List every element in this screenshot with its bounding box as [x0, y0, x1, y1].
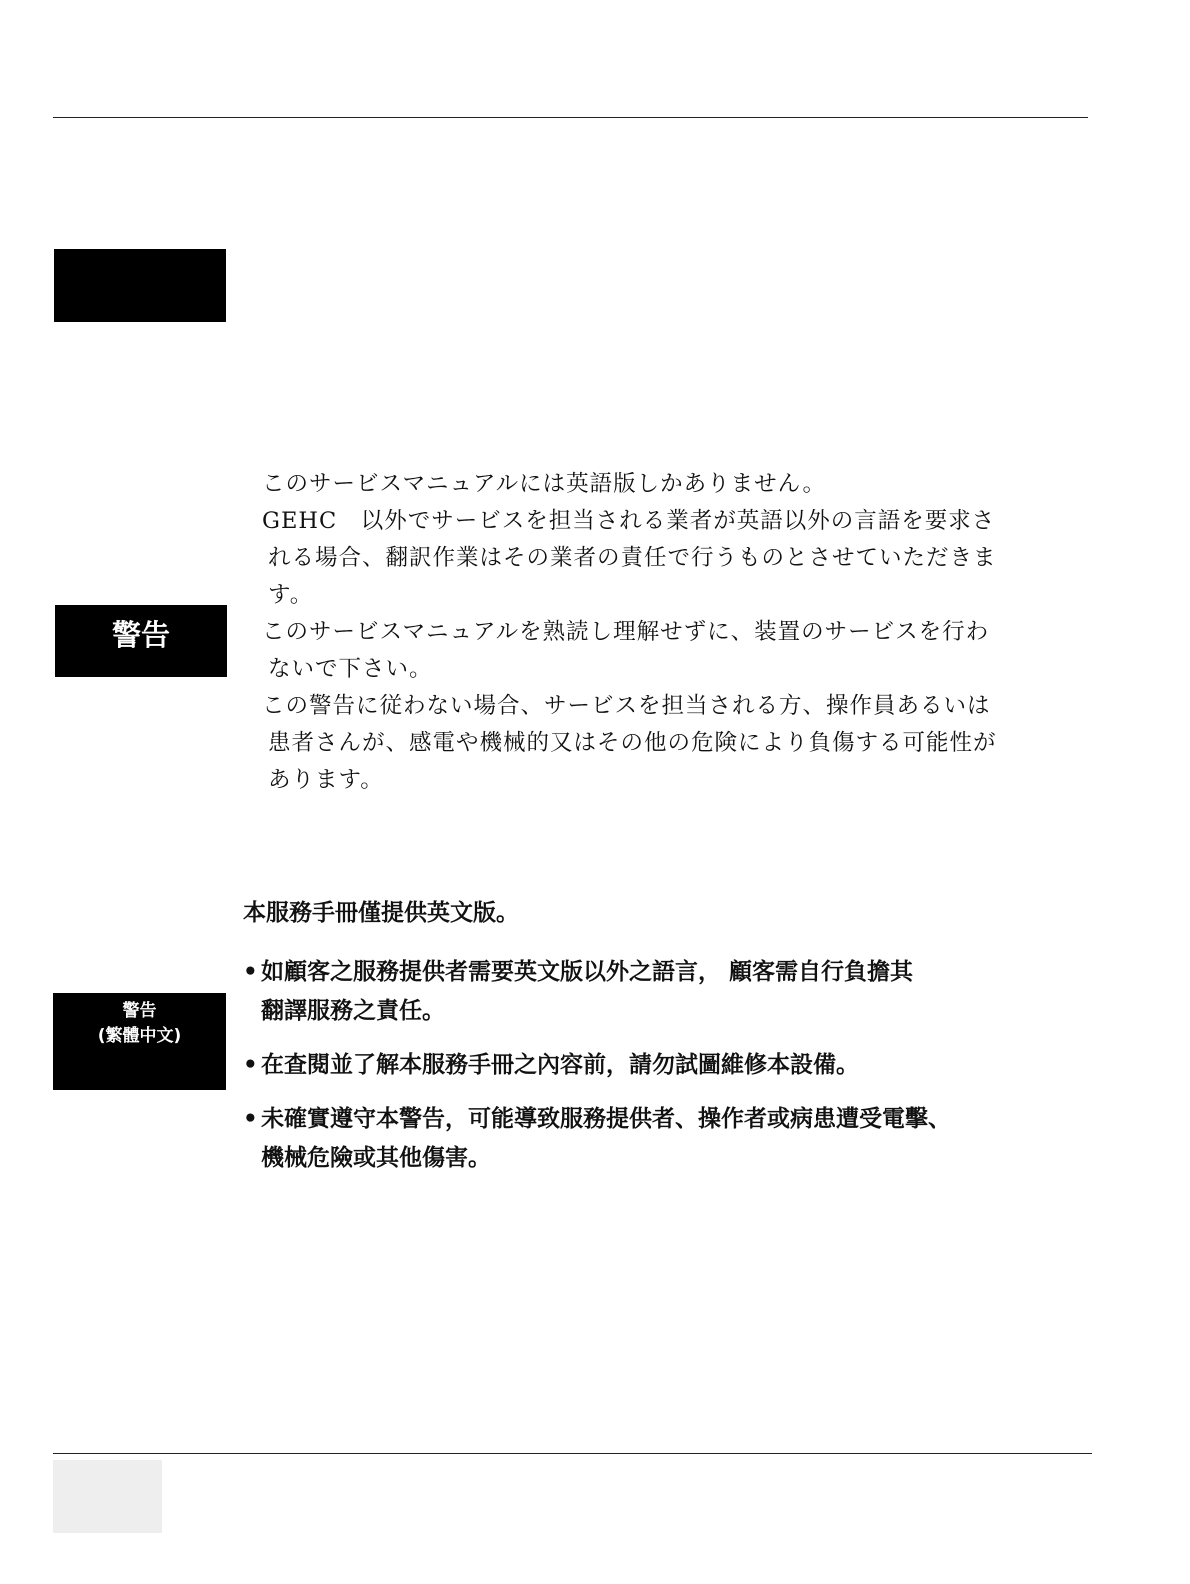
zh-bullet-list: [243, 953, 1083, 1178]
ja-line-9: あります。: [268, 767, 384, 793]
chinese-warning-tab-sublabel: (繁體中文): [97, 1026, 182, 1046]
ja-line-8: 患者さんが、感電や機械的又はその他の危険により負傷する可能性が: [268, 730, 997, 756]
zh-item-3-line-2: 機械危險或其他傷害。: [261, 1145, 491, 1171]
ja-line-5: このサービスマニュアルを熟読し理解せずに、装置のサービスを行わ: [262, 619, 990, 645]
section-tab-blank: [54, 249, 226, 322]
japanese-warning-tab-label: 警告: [111, 618, 170, 652]
ja-line-1: このサービスマニュアルには英語版しかありません。: [262, 471, 827, 497]
chinese-warning-tab-label: 警告: [122, 1001, 157, 1021]
top-rule: [53, 117, 1088, 118]
zh-intro: 本服務手冊僅提供英文版。: [243, 900, 519, 926]
ja-line-4: す。: [268, 582, 314, 608]
zh-item-3-line-1: 未確實遵守本警告，可能導致服務提供者、操作者或病患遭受電擊、: [261, 1106, 951, 1132]
ja-line-2: GEHC 以外でサービスを担当される業者が英語以外の言語を要求さ: [262, 508, 996, 534]
bullet-marker: •: [243, 959, 258, 985]
japanese-warning-text: [262, 466, 1062, 799]
ja-line-6: ないで下さい。: [268, 656, 433, 682]
zh-item-1-line-2: 翻譯服務之責任。: [261, 998, 445, 1024]
zh-item-2-line-1: 在查閱並了解本服務手冊之內容前，請勿試圖維修本設備。: [261, 1052, 859, 1078]
zh-item-1-line-1: 如顧客之服務提供者需要英文版以外之語言， 顧客需自行負擔其: [261, 959, 914, 985]
japanese-warning-tab: [55, 605, 227, 677]
chinese-warning-text: [243, 893, 1083, 1193]
list-item: [243, 1100, 1083, 1178]
bullet-marker: •: [243, 1052, 258, 1078]
list-item: [243, 953, 1083, 1031]
page-number-box: [53, 1460, 162, 1533]
chinese-warning-tab: [53, 993, 226, 1090]
ja-line-3: れる場合、翻訳作業はその業者の責任で行うものとさせていただきま: [268, 545, 997, 571]
list-item: [243, 1046, 1083, 1085]
bottom-rule: [53, 1453, 1092, 1454]
bullet-marker: •: [243, 1106, 258, 1132]
ja-line-7: この警告に従わない場合、サービスを担当される方、操作員あるいは: [262, 693, 991, 719]
